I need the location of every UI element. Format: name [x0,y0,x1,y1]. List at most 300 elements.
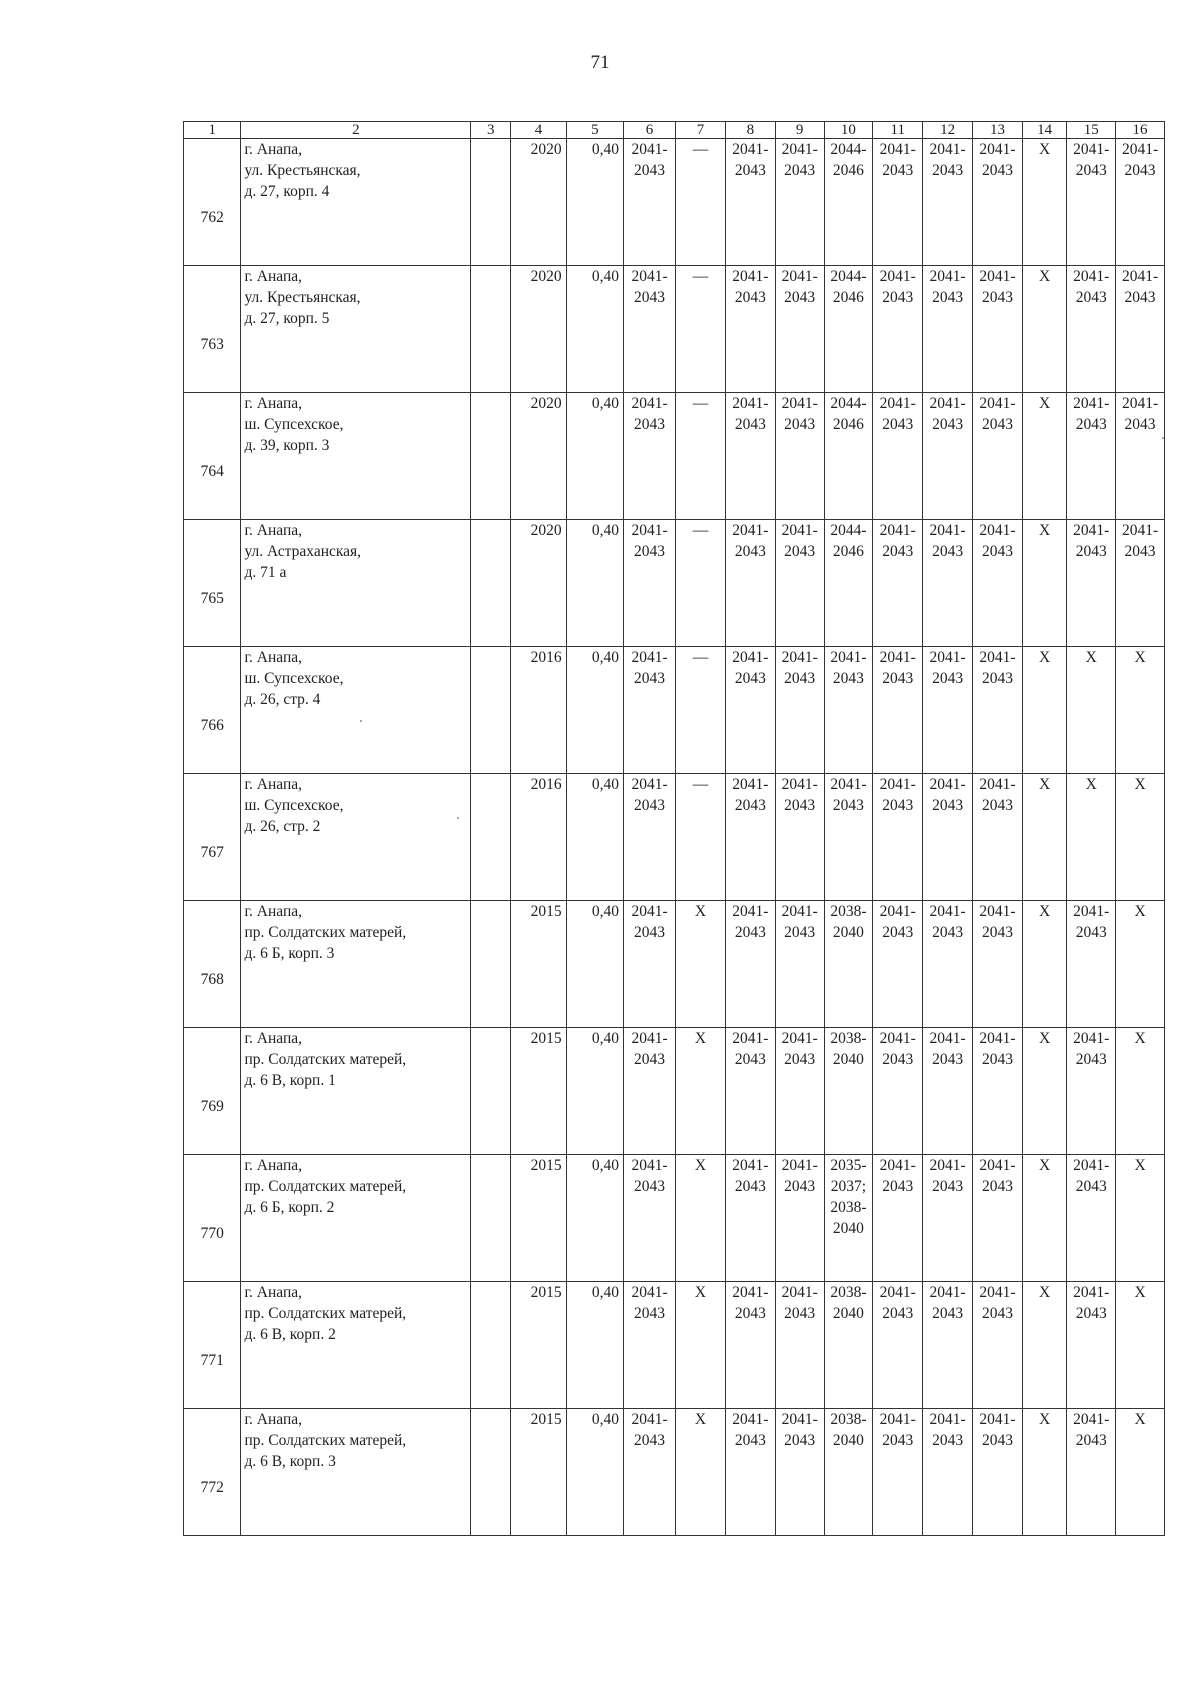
row-number-cell [184,1028,241,1155]
column-header-7: 7 [676,122,726,139]
cell-line: 2041- [979,776,1016,793]
cell-col-4: 2015 [511,1155,566,1282]
address-line: д. 6 В, корп. 3 [244,1453,336,1470]
cell-line: 2043 [882,162,914,179]
row-number: 762 [200,208,224,226]
address-cell [241,1282,471,1409]
cell-line: 2043 [734,670,766,687]
cell-col-12 [923,1409,973,1536]
column-header-1: 1 [184,122,241,139]
cell-col-10 [824,520,873,647]
cell-col-8 [725,266,775,393]
cell-line: Х [1039,522,1051,539]
cell-col-6 [624,1155,676,1282]
cell-col-14 [1022,774,1066,901]
cell-col-15 [1067,266,1116,393]
cell-col-9 [775,520,824,647]
cell-col-11 [873,774,923,901]
cell-line: 2043 [932,670,964,687]
cell-col-8 [725,139,775,266]
cell-line: 2043 [882,289,914,306]
cell-line: 2043 [1075,162,1107,179]
cell-line: 2044- [830,268,867,285]
cell-line: 2041- [929,141,966,158]
cell-col-15 [1067,647,1116,774]
cell-col-3 [471,520,511,647]
cell-line: Х [694,1411,707,1428]
cell-col-10 [824,1028,873,1155]
cell-line: Х [694,903,707,920]
cell-line: 2043 [882,924,914,941]
cell-col-14 [1022,266,1066,393]
cell-line: 2041- [1073,268,1110,285]
cell-col-10 [824,1409,873,1536]
cell-line: 2041- [781,1157,818,1174]
cell-line: 2041- [631,649,668,666]
cell-line: 2043 [882,670,914,687]
cell-col-3 [471,139,511,266]
column-header-13: 13 [973,122,1023,139]
cell-line: 2041- [1073,141,1110,158]
cell-col-7 [676,1409,726,1536]
column-header-4: 4 [511,122,566,139]
cell-line: 2043 [981,924,1013,941]
cell-col-5: 0,40 [566,1028,623,1155]
cell-line: 2043 [932,924,964,941]
cell-col-6 [624,1282,676,1409]
cell-col-11 [873,1028,923,1155]
cell-col-6 [624,901,676,1028]
address-line: г. Анапа, [244,903,303,920]
cell-col-11 [873,393,923,520]
cell-line: 2041- [781,141,818,158]
cell-col-3 [471,901,511,1028]
scan-speck [360,720,362,722]
cell-line: 2046 [832,162,864,179]
cell-col-4: 2016 [511,647,566,774]
cell-col-9 [775,1028,824,1155]
address-line: г. Анапа, [244,649,303,666]
cell-col-4: 2020 [511,139,566,266]
cell-line: 2043 [634,797,666,814]
cell-line: 2043 [932,416,964,433]
cell-line: 2041- [979,1284,1016,1301]
cell-line: 2041- [1121,141,1159,158]
cell-line: 2041- [1121,268,1159,285]
cell-line: 2041- [1073,522,1110,539]
row-number: 767 [200,843,224,861]
cell-col-7 [676,1028,726,1155]
cell-col-11 [873,1409,923,1536]
cell-col-7 [676,1282,726,1409]
cell-line: 2041- [1073,1030,1110,1047]
cell-line: 2043 [784,1432,816,1449]
cell-line: Х [1039,649,1051,666]
cell-col-12 [923,1155,973,1282]
address-line: г. Анапа, [244,1411,303,1428]
cell-col-12 [923,266,973,393]
cell-col-5: 0,40 [566,1282,623,1409]
cell-line: 2043 [734,1178,766,1195]
address-line: г. Анапа, [244,1284,303,1301]
address-line: д. 27, корп. 4 [244,183,330,200]
cell-col-5: 0,40 [566,393,623,520]
cell-line: 2041- [979,649,1016,666]
cell-line: 2043 [882,1432,914,1449]
cell-line: 2043 [734,1051,766,1068]
cell-col-11 [873,1282,923,1409]
cell-col-16 [1116,1409,1165,1536]
row-number-cell [184,266,241,393]
cell-col-11 [873,266,923,393]
cell-col-5: 0,40 [566,647,623,774]
row-number-cell [184,520,241,647]
cell-line: 2044- [830,522,867,539]
cell-line: Х [1134,1157,1146,1174]
cell-col-6 [624,774,676,901]
cell-col-10 [824,647,873,774]
address-line: пр. Солдатских матерей, [244,924,407,941]
cell-line: 2043 [1075,543,1107,560]
cell-col-10 [824,1282,873,1409]
cell-col-7 [676,1155,726,1282]
cell-col-13 [973,774,1023,901]
cell-col-14 [1022,393,1066,520]
table-header-row [184,122,1165,139]
cell-line: 2043 [634,1051,666,1068]
cell-col-6 [624,1409,676,1536]
cell-line: 2044- [830,395,867,412]
cell-col-5: 0,40 [566,266,623,393]
cell-col-9 [775,1282,824,1409]
cell-line: Х [1039,776,1051,793]
cell-line: 2040 [832,1220,864,1237]
cell-line: 2041- [631,903,668,920]
table-row [184,393,1165,520]
cell-line: 2041- [879,903,916,920]
cell-col-5: 0,40 [566,1155,623,1282]
cell-line: 2043 [981,1432,1013,1449]
row-number-cell [184,1282,241,1409]
cell-col-14 [1022,139,1066,266]
cell-col-16 [1116,1155,1165,1282]
cell-col-16 [1116,1028,1165,1155]
cell-line: 2043 [1075,1432,1107,1449]
table-row [184,647,1165,774]
cell-line: 2041- [631,522,668,539]
cell-col-9 [775,901,824,1028]
cell-line: Х [1085,776,1097,793]
column-header-3: 3 [471,122,511,139]
cell-line: 2043 [734,924,766,941]
cell-col-10 [824,393,873,520]
cell-line: — [692,141,709,158]
cell-line: 2040 [832,1432,864,1449]
cell-line: 2041- [732,395,769,412]
cell-line: 2043 [981,1051,1013,1068]
cell-col-8 [725,647,775,774]
cell-line: Х [1134,776,1146,793]
cell-line: 2043 [882,797,914,814]
cell-col-3 [471,393,511,520]
cell-col-6 [624,1028,676,1155]
cell-line: 2043 [932,1432,964,1449]
cell-line: 2041- [631,1411,668,1428]
cell-line: 2041- [732,1157,769,1174]
cell-line: 2041- [631,1030,668,1047]
cell-line: 2043 [784,797,816,814]
cell-line: 2043 [981,416,1013,433]
cell-line: 2041- [929,268,966,285]
cell-line: 2041- [781,776,818,793]
cell-col-5: 0,40 [566,774,623,901]
cell-line: 2043 [1075,924,1107,941]
cell-col-14 [1022,901,1066,1028]
cell-line: Х [1039,268,1051,285]
cell-line: 2041- [1121,522,1159,539]
cell-line: 2041- [929,903,966,920]
column-header-16: 16 [1116,122,1165,139]
cell-line: 2040 [832,1305,864,1322]
cell-line: 2040 [832,924,864,941]
cell-line: 2041- [979,903,1016,920]
cell-line: 2038- [830,1411,867,1428]
cell-col-16 [1116,520,1165,647]
page-number: 71 [590,52,610,73]
cell-col-15 [1067,901,1116,1028]
column-header-2: 2 [241,122,471,139]
cell-line: 2043 [882,543,914,560]
cell-line: 2043 [882,416,914,433]
cell-line: 2041- [631,1157,668,1174]
cell-col-3 [471,1028,511,1155]
address-line: ул. Астраханская, [244,543,362,560]
cell-col-8 [725,1409,775,1536]
cell-col-11 [873,139,923,266]
cell-line: 2043 [932,797,964,814]
cell-line: 2043 [832,670,864,687]
row-number: 765 [200,589,224,607]
address-cell [241,139,471,266]
cell-col-13 [973,1155,1023,1282]
cell-line: 2043 [981,670,1013,687]
cell-col-16 [1116,139,1165,266]
cell-col-12 [923,1282,973,1409]
cell-line: Х [694,1284,707,1301]
cell-col-12 [923,393,973,520]
cell-col-14 [1022,1282,1066,1409]
cell-col-15 [1067,774,1116,901]
cell-col-11 [873,1155,923,1282]
cell-line: 2043 [784,416,816,433]
cell-line: 2043 [784,162,816,179]
cell-line: 2043 [932,289,964,306]
cell-line: 2037; [830,1178,867,1195]
cell-line: 2041- [979,268,1016,285]
table-row [184,1028,1165,1155]
cell-line: 2041- [1073,1284,1110,1301]
address-line: г. Анапа, [244,776,303,793]
cell-line: 2043 [981,797,1013,814]
cell-col-9 [775,647,824,774]
table-row [184,774,1165,901]
cell-line: 2041- [979,395,1016,412]
cell-line: 2041- [781,395,818,412]
cell-line: 2043 [734,543,766,560]
cell-col-12 [923,647,973,774]
cell-col-13 [973,139,1023,266]
cell-col-8 [725,1155,775,1282]
column-header-5: 5 [566,122,623,139]
cell-line: 2041- [732,141,769,158]
cell-line: 2043 [1124,543,1156,560]
cell-line: 2041- [929,776,966,793]
cell-line: 2043 [932,1305,964,1322]
cell-col-5: 0,40 [566,139,623,266]
address-line: г. Анапа, [244,1157,303,1174]
address-line: пр. Солдатских матерей, [244,1178,407,1195]
cell-line: 2043 [734,289,766,306]
cell-line: 2043 [634,924,666,941]
cell-line: 2043 [981,162,1013,179]
address-line: пр. Солдатских матерей, [244,1051,407,1068]
cell-line: 2041- [929,522,966,539]
cell-col-7 [676,901,726,1028]
cell-col-8 [725,1028,775,1155]
cell-line: 2041- [631,776,668,793]
cell-col-9 [775,393,824,520]
cell-line: 2043 [882,1051,914,1068]
cell-line: 2041- [929,1030,966,1047]
address-line: г. Анапа, [244,522,303,539]
column-header-8: 8 [725,122,775,139]
cell-line: 2041- [732,1030,769,1047]
cell-col-4: 2020 [511,266,566,393]
cell-line: 2043 [932,1051,964,1068]
cell-col-3 [471,1282,511,1409]
cell-line: 2041- [979,141,1016,158]
address-line: г. Анапа, [244,141,303,158]
cell-col-7 [676,774,726,901]
cell-col-3 [471,774,511,901]
cell-col-13 [973,901,1023,1028]
cell-line: 2043 [634,543,666,560]
cell-col-10 [824,1155,873,1282]
cell-line: 2041- [732,776,769,793]
cell-col-14 [1022,1028,1066,1155]
cell-col-10 [824,901,873,1028]
cell-line: 2043 [882,1305,914,1322]
cell-col-4: 2020 [511,520,566,647]
cell-col-6 [624,393,676,520]
cell-col-3 [471,1409,511,1536]
cell-col-7 [676,266,726,393]
cell-line: Х [1039,395,1051,412]
cell-col-16 [1116,774,1165,901]
cell-col-8 [725,774,775,901]
address-line: д. 26, стр. 4 [244,691,321,708]
cell-col-3 [471,647,511,774]
cell-col-9 [775,1409,824,1536]
row-number-cell [184,393,241,520]
address-cell [241,774,471,901]
row-number-cell [184,647,241,774]
cell-col-15 [1067,1282,1116,1409]
table-row [184,1282,1165,1409]
cell-col-16 [1116,1282,1165,1409]
cell-line: 2043 [784,1305,816,1322]
cell-line: 2041- [830,776,867,793]
cell-col-8 [725,393,775,520]
cell-line: 2043 [784,1178,816,1195]
cell-line: 2041- [732,1411,769,1428]
cell-line: 2041- [979,522,1016,539]
cell-col-7 [676,647,726,774]
cell-line: 2041- [879,1411,916,1428]
cell-col-14 [1022,1409,1066,1536]
cell-line: 2041- [732,649,769,666]
cell-line: 2043 [1075,1305,1107,1322]
row-number-cell [184,1155,241,1282]
cell-line: 2041- [929,1157,966,1174]
cell-line: 2041- [1073,395,1110,412]
cell-line: 2043 [1124,416,1156,433]
cell-line: 2041- [1073,1411,1110,1428]
table-row [184,266,1165,393]
cell-line: 2043 [634,416,666,433]
cell-line: 2041- [781,268,818,285]
cell-col-12 [923,1028,973,1155]
cell-line: 2040 [832,1051,864,1068]
row-number-cell [184,774,241,901]
cell-col-13 [973,1028,1023,1155]
address-line: ул. Крестьянская, [244,289,361,306]
cell-line: 2041- [929,1411,966,1428]
cell-line: 2041- [631,395,668,412]
cell-line: Х [1039,1284,1051,1301]
cell-line: 2041- [781,649,818,666]
cell-line: 2043 [1124,162,1156,179]
cell-line: Х [1039,903,1051,920]
cell-col-13 [973,647,1023,774]
cell-col-8 [725,1282,775,1409]
row-number-cell [184,1409,241,1536]
cell-col-7 [676,139,726,266]
address-line: ш. Супсехское, [244,670,344,687]
address-line: г. Анапа, [244,268,303,285]
table-row [184,1155,1165,1282]
column-header-9: 9 [775,122,824,139]
cell-col-15 [1067,1155,1116,1282]
cell-line: 2041- [781,903,818,920]
cell-col-4: 2016 [511,774,566,901]
cell-line: 2046 [832,416,864,433]
cell-line: Х [694,1157,707,1174]
cell-line: 2046 [832,543,864,560]
cell-col-16 [1116,901,1165,1028]
cell-line: 2043 [734,1432,766,1449]
column-header-14: 14 [1022,122,1066,139]
cell-line: — [692,395,709,412]
cell-col-13 [973,1409,1023,1536]
cell-line: Х [1039,1157,1051,1174]
cell-col-7 [676,393,726,520]
address-line: д. 27, корп. 5 [244,310,330,327]
cell-col-10 [824,139,873,266]
row-number: 764 [200,462,224,480]
data-table [183,121,1165,1536]
column-header-11: 11 [873,122,923,139]
